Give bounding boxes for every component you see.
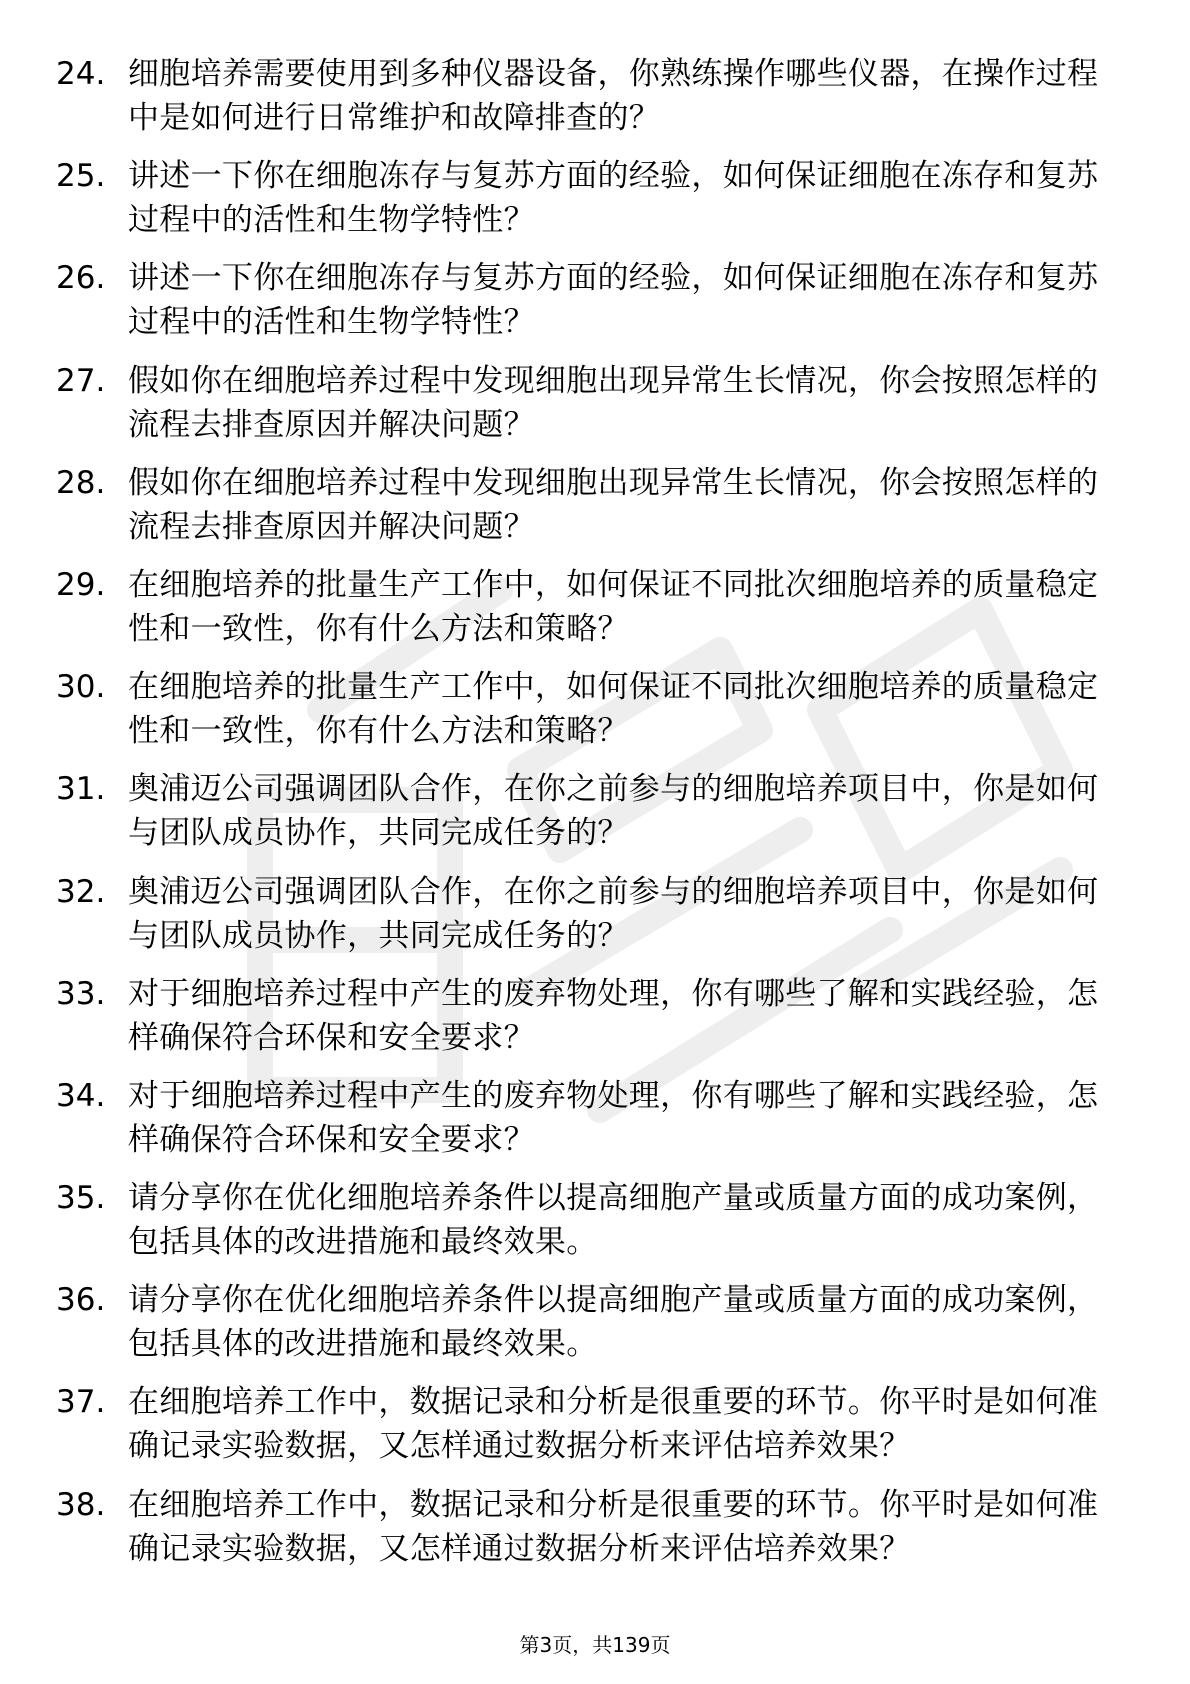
question-number: 30.	[56, 669, 106, 706]
question-number: 27.	[56, 362, 106, 399]
list-item	[0, 154, 1190, 256]
question-text: 假如你在细胞培养过程中发现细胞出现异常生长情况，你会按照怎样的流程去排查原因并解决问题？	[128, 362, 1099, 443]
question-text: 在细胞培养工作中，数据记录和分析是很重要的环节。你平时是如何准确记录实验数据，又怎样通过数据分析来评估培养效果？	[128, 1486, 1099, 1567]
question-text: 在细胞培养的批量生产工作中，如何保证不同批次细胞培养的质量稳定性和一致性，你有什么方法和策略？	[128, 566, 1099, 647]
question-number: 36.	[56, 1282, 106, 1319]
question-number: 37.	[56, 1384, 106, 1421]
list-item	[0, 1483, 1190, 1585]
question-number: 35.	[56, 1180, 106, 1217]
question-number: 26.	[56, 260, 106, 297]
page-footer	[0, 1631, 1190, 1659]
list-item	[0, 1278, 1190, 1380]
question-text: 讲述一下你在细胞冻存与复苏方面的经验，如何保证细胞在冻存和复苏过程中的活性和生物学特性？	[128, 158, 1099, 239]
question-number: 31.	[56, 771, 106, 808]
list-item	[0, 767, 1190, 869]
question-text: 奥浦迈公司强调团队合作，在你之前参与的细胞培养项目中，你是如何与团队成员协作，共同完成任务的？	[128, 771, 1099, 852]
question-number: 38.	[56, 1486, 106, 1523]
list-item	[0, 461, 1190, 563]
question-number: 33.	[56, 975, 106, 1012]
question-number: 29.	[56, 566, 106, 603]
page-number-label: 第3页，共139页	[519, 1633, 671, 1657]
question-text: 对于细胞培养过程中产生的废弃物处理，你有哪些了解和实践经验，怎样确保符合环保和安全要求？	[128, 975, 1099, 1056]
list-item	[0, 563, 1190, 665]
list-item	[0, 359, 1190, 461]
question-number: 24.	[56, 56, 106, 92]
question-text: 假如你在细胞培养过程中发现细胞出现异常生长情况，你会按照怎样的流程去排查原因并解决问题？	[128, 464, 1099, 545]
question-text: 在细胞培养工作中，数据记录和分析是很重要的环节。你平时是如何准确记录实验数据，又怎样通过数据分析来评估培养效果？	[128, 1384, 1099, 1465]
list-item	[0, 665, 1190, 767]
question-list	[0, 52, 1190, 1585]
list-item	[0, 870, 1190, 972]
question-text: 奥浦迈公司强调团队合作，在你之前参与的细胞培养项目中，你是如何与团队成员协作，共同完成任务的？	[128, 873, 1099, 954]
list-item	[0, 1074, 1190, 1176]
question-number: 32.	[56, 873, 106, 910]
question-text: 对于细胞培养过程中产生的废弃物处理，你有哪些了解和实践经验，怎样确保符合环保和安全要求？	[128, 1077, 1099, 1158]
question-text: 请分享你在优化细胞培养条件以提高细胞产量或质量方面的成功案例，包括具体的改进措施和最终效果。	[128, 1180, 1099, 1261]
list-item	[0, 256, 1190, 358]
question-text: 在细胞培养的批量生产工作中，如何保证不同批次细胞培养的质量稳定性和一致性，你有什么方法和策略？	[128, 669, 1099, 750]
question-text: 讲述一下你在细胞冻存与复苏方面的经验，如何保证细胞在冻存和复苏过程中的活性和生物学特性？	[128, 260, 1099, 341]
question-number: 25.	[56, 158, 106, 195]
question-number: 34.	[56, 1077, 106, 1114]
list-item	[0, 1176, 1190, 1278]
list-item	[0, 1380, 1190, 1482]
list-item	[0, 52, 1190, 154]
question-text: 细胞培养需要使用到多种仪器设备，你熟练操作哪些仪器，在操作过程中是如何进行日常维护和故障排查的？	[128, 56, 1099, 136]
question-text: 请分享你在优化细胞培养条件以提高细胞产量或质量方面的成功案例，包括具体的改进措施和最终效果。	[128, 1282, 1099, 1363]
question-number: 28.	[56, 464, 106, 501]
list-item	[0, 972, 1190, 1074]
